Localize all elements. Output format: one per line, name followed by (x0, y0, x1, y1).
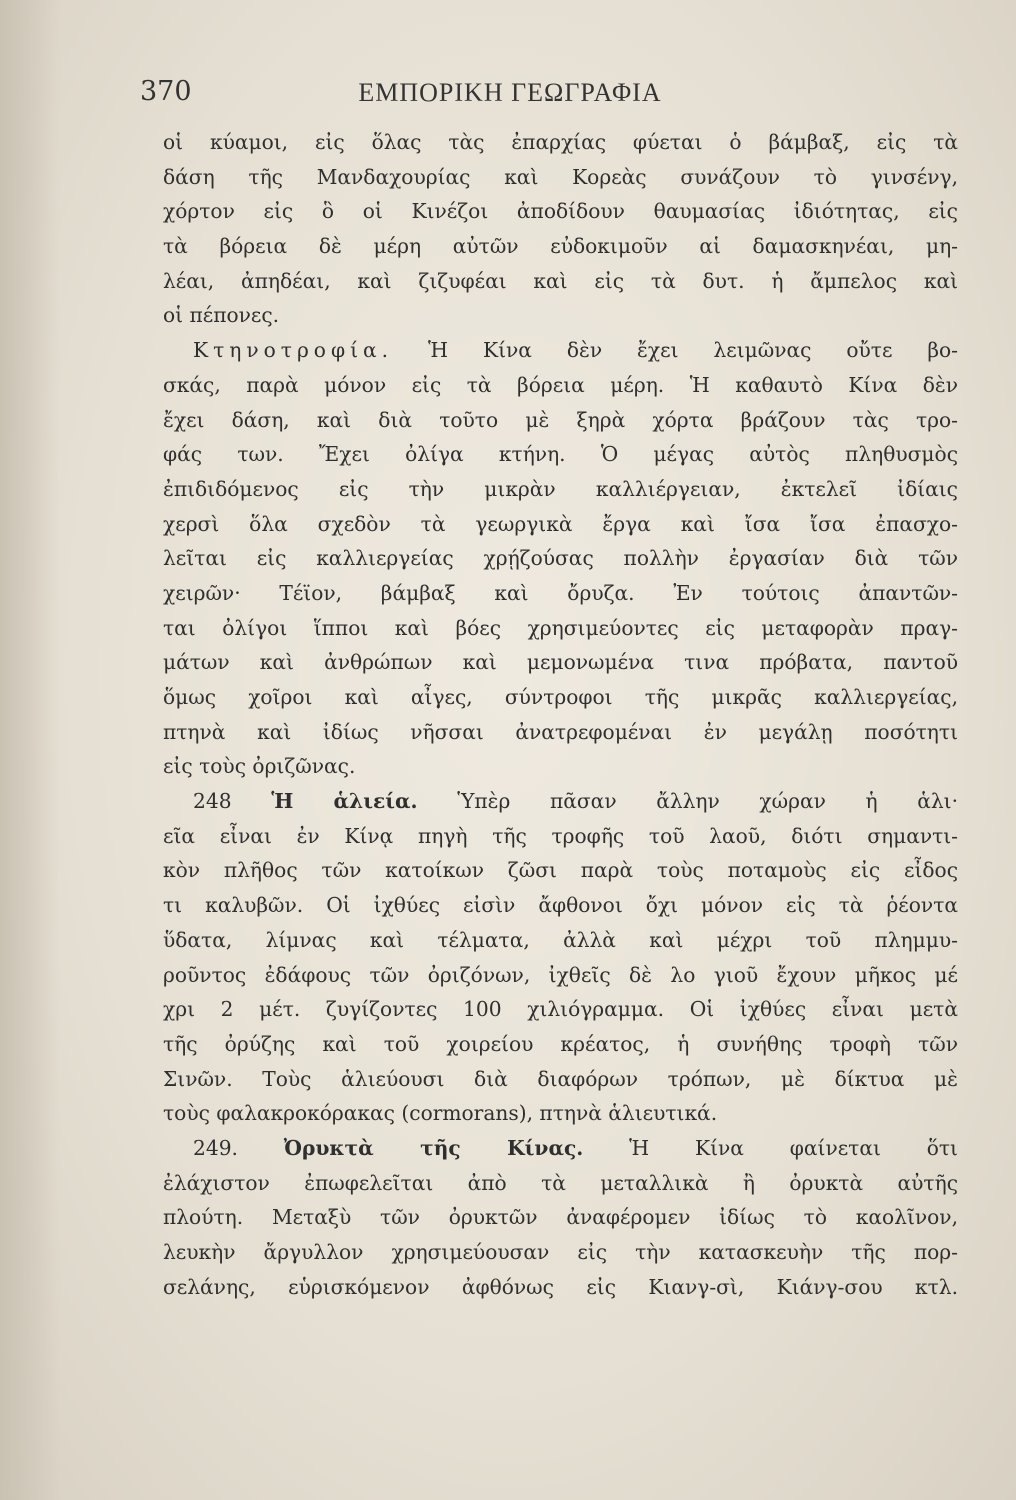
text-line: ται ὀλίγοι ἵπποι καὶ βόες χρησιμεύοντες εἰς μεταφορὰν πραγ- (163, 615, 958, 640)
text-line: τὰ βόρεια δὲ μέρη αὐτῶν εὐδοκιμοῦν αἱ δαμασκηνέαι, μη- (163, 234, 958, 259)
text-line: χρι 2 μέτ. ζυγίζοντες 100 χιλιόγραμμα. Οἱ ἰχθύες εἶναι μετὰ (163, 997, 958, 1022)
text-line: φάς των. Ἔχει ὀλίγα κτήνη. Ὁ μέγας αὐτὸς πληθυσμὸς (163, 442, 958, 467)
text-line: λέαι, ἀπηδέαι, καὶ ζιζυφέαι καὶ εἰς τὰ δυτ. ἡ ἄμπελος καὶ (163, 268, 958, 293)
page-body (163, 125, 958, 1304)
page-header (140, 76, 880, 116)
section-first-line (163, 333, 958, 368)
text-fragment: Ὑπὲρ πᾶσαν ἄλλην χώραν ἡ ἁλι· (457, 789, 959, 814)
text-line: οἱ πέπονες. (163, 303, 280, 328)
text-line: κὸν πλῆθος τῶν κατοίκων ζῶσι παρὰ τοὺς ποταμοὺς εἰς εἶδος (163, 858, 958, 883)
text-fragment: Ἡ Κίνα φαίνεται ὅτι (629, 1135, 958, 1160)
text-line: χόρτον εἰς ὃ οἱ Κινέζοι ἀποδίδουν θαυμασίας ἰδιότητας, εἰς (163, 199, 958, 224)
text-line: ἐλάχιστον ἐπωφελεῖται ἀπὸ τὰ μεταλλικὰ ἢ ὀρυκτὰ αὐτῆς (163, 1170, 958, 1195)
text-line: τοὺς φαλακροκόρακας (cormorans), πτηνὰ ἁλιευτικά. (163, 1101, 718, 1126)
text-line: ὅμως χοῖροι καὶ αἶγες, σύντροφοι τῆς μικρᾶς καλλιεργείας, (163, 685, 958, 709)
text-line: ὕδατα, λίμνας καὶ τέλματα, ἀλλὰ καὶ μέχρι τοῦ πλημμυ- (163, 927, 958, 952)
section-heading: Ὀρυκτὰ τῆς Κίνας. (283, 1135, 584, 1160)
text-line: σελάνης, εὑρισκόμενον ἀφθόνως εἰς Κιανγ-σὶ, Κιάνγ-σου κτλ. (163, 1274, 958, 1299)
text-line: πτηνὰ καὶ ἰδίως νῆσσαι ἀνατρεφομέναι ἐν μεγάλῃ ποσότητι (163, 719, 958, 744)
text-line: χειρῶν· Τέϊον, βάμβαξ καὶ ὄρυζα. Ἐν τούτοις ἀπαντῶν- (163, 580, 958, 605)
section-first-line (163, 784, 958, 819)
text-line: μάτων καὶ ἀνθρώπων καὶ μεμονωμένα τινα πρόβατα, παντοῦ (163, 650, 958, 675)
text-line: ροῦντος ἐδάφους τῶν ὀριζόνων, ἰχθεῖς δὲ λο γιοῦ ἔχουν μῆκος μέ (163, 962, 958, 987)
text-line: δάση τῆς Μανδαχουρίας καὶ Κορεὰς συνάζουν τὸ γινσένγ, (163, 164, 958, 189)
section-number: 248 (193, 789, 232, 814)
page-number: 370 (140, 76, 192, 107)
text-line: ἔχει δάση, καὶ διὰ τοῦτο μὲ ξηρὰ χόρτα βράζουν τὰς τρο- (163, 407, 958, 432)
text-line: τι καλυβῶν. Οἱ ἰχθύες εἰσὶν ἄφθονοι ὄχι μόνον εἰς τὰ ῥέοντα (163, 893, 958, 918)
page-gutter-shadow (0, 0, 60, 1500)
running-title: ΕΜΠΟΡΙΚΗ ΓΕΩΓΡΑΦΙΑ (358, 78, 662, 107)
text-line: οἱ κύαμοι, εἰς ὅλας τὰς ἐπαρχίας φύεται ὁ βάμβαξ, εἰς τὰ (163, 130, 958, 154)
text-line: εῖα εἶναι ἐν Κίνᾳ πηγὴ τῆς τροφῆς τοῦ λαοῦ, διότι σημαντι- (163, 823, 958, 848)
section-heading: Κτηνοτροφία. (193, 338, 394, 363)
text-fragment: Ἡ Κίνα δὲν ἔχει λειμῶνας οὔτε βο- (428, 338, 958, 363)
section-number: 249. (193, 1135, 238, 1160)
section-first-line (163, 1131, 958, 1166)
text-line: ἐπιδιδόμενος εἰς τὴν μικρὰν καλλιέργειαν, ἐκτελεῖ ἰδίαις (163, 476, 958, 501)
text-line: λευκὴν ἄργυλλον χρησιμεύουσαν εἰς τὴν κατασκευὴν τῆς πορ- (163, 1240, 958, 1264)
text-line: τῆς ὀρύζης καὶ τοῦ χοιρείου κρέατος, ἡ συνήθης τροφὴ τῶν (163, 1031, 958, 1056)
section-heading: Ἡ ἁλιεία. (271, 789, 418, 814)
text-line: Σινῶν. Τοὺς ἁλιεύουσι διὰ διαφόρων τρόπων, μὲ δίκτυα μὲ (163, 1066, 958, 1091)
text-line: εἰς τοὺς ὀριζῶνας. (163, 754, 356, 779)
text-line: λεῖται εἰς καλλιεργείας χρῄζούσας πολλὴν ἐργασίαν διὰ τῶν (163, 546, 958, 571)
text-line: χερσὶ ὅλα σχεδὸν τὰ γεωργικὰ ἔργα καὶ ἴσα ἴσα ἐπασχο- (163, 511, 958, 536)
text-line: σκάς, παρὰ μόνον εἰς τὰ βόρεια μέρη. Ἡ καθαυτὸ Κίνα δὲν (163, 372, 958, 397)
text-line: πλούτη. Μεταξὺ τῶν ὀρυκτῶν ἀναφέρομεν ἰδίως τὸ καολῖνον, (163, 1205, 958, 1230)
